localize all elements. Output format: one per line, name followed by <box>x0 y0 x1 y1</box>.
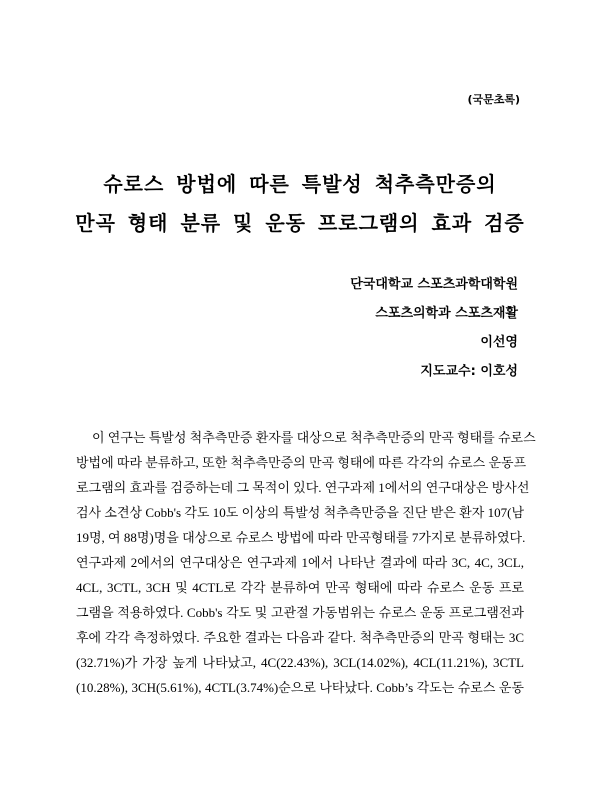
abstract-line: (10.28%), 3CH(5.61%), 4CTL(3.74%)순으로 나타났다. Cobb’s 각도는 슈로스 운동 <box>76 680 524 695</box>
advisor-name: 지도교수: 이호성 <box>420 364 518 379</box>
department-name: 스포츠의학과 스포츠재활 <box>375 306 518 321</box>
abstract-line: 연구과제 2에서의 연구대상은 연구과제 1에서 나타난 결과에 따라 3C, 4C, 3CL, <box>76 555 524 570</box>
abstract-line: 로그램의 효과를 검증하는데 그 목적이 있다. 연구과제 1에서의 연구대상은 방사선 <box>76 480 530 495</box>
abstract-line: 검사 소견상 Cobb's 각도 10도 이상의 특발성 척추측만증을 진단 받은 환자 107(남 <box>76 505 524 520</box>
abstract-line: 19명, 여 88명)명을 대상으로 슈로스 방법에 따라 만곡형태를 7가지로 분류하였다. <box>76 530 526 545</box>
abstract-line: 그램을 적용하였다. Cobb's 각도 및 고관절 가동범위는 슈로스 운동 프로그램전과 <box>76 605 524 620</box>
abstract-line: (32.71%)가 가장 높게 나타났고, 4C(22.43%), 3CL(14.02%), 4CL(11.21%), 3CTL <box>76 655 524 670</box>
abstract-line: 4CL, 3CTL, 3CH 및 4CTL로 각각 분류하여 만곡 형태에 따라 슈로스 운동 프로 <box>76 580 524 595</box>
abstract-line: 후에 각각 측정하였다. 주요한 결과는 다음과 같다. 척추측만증의 만곡 형태는 3C <box>76 630 524 645</box>
abstract-line: 이 연구는 특발성 척추측만증 환자를 대상으로 척추측만증의 만곡 형태를 슈로스 <box>92 430 536 445</box>
abstract-line: 방법에 따라 분류하고, 또한 척추측만증의 만곡 형태에 따른 각각의 슈로스 운동프 <box>76 455 527 470</box>
title-line-2: 만곡 형태 분류 및 운동 프로그램의 효과 검증 <box>75 211 525 235</box>
title-line-1: 슈로스 방법에 따른 특발성 척추측만증의 <box>103 172 497 196</box>
author-name: 이선영 <box>480 335 518 350</box>
section-label: (국문초록) <box>467 93 520 106</box>
university-name: 단국대학교 스포츠과학대학원 <box>350 277 518 292</box>
